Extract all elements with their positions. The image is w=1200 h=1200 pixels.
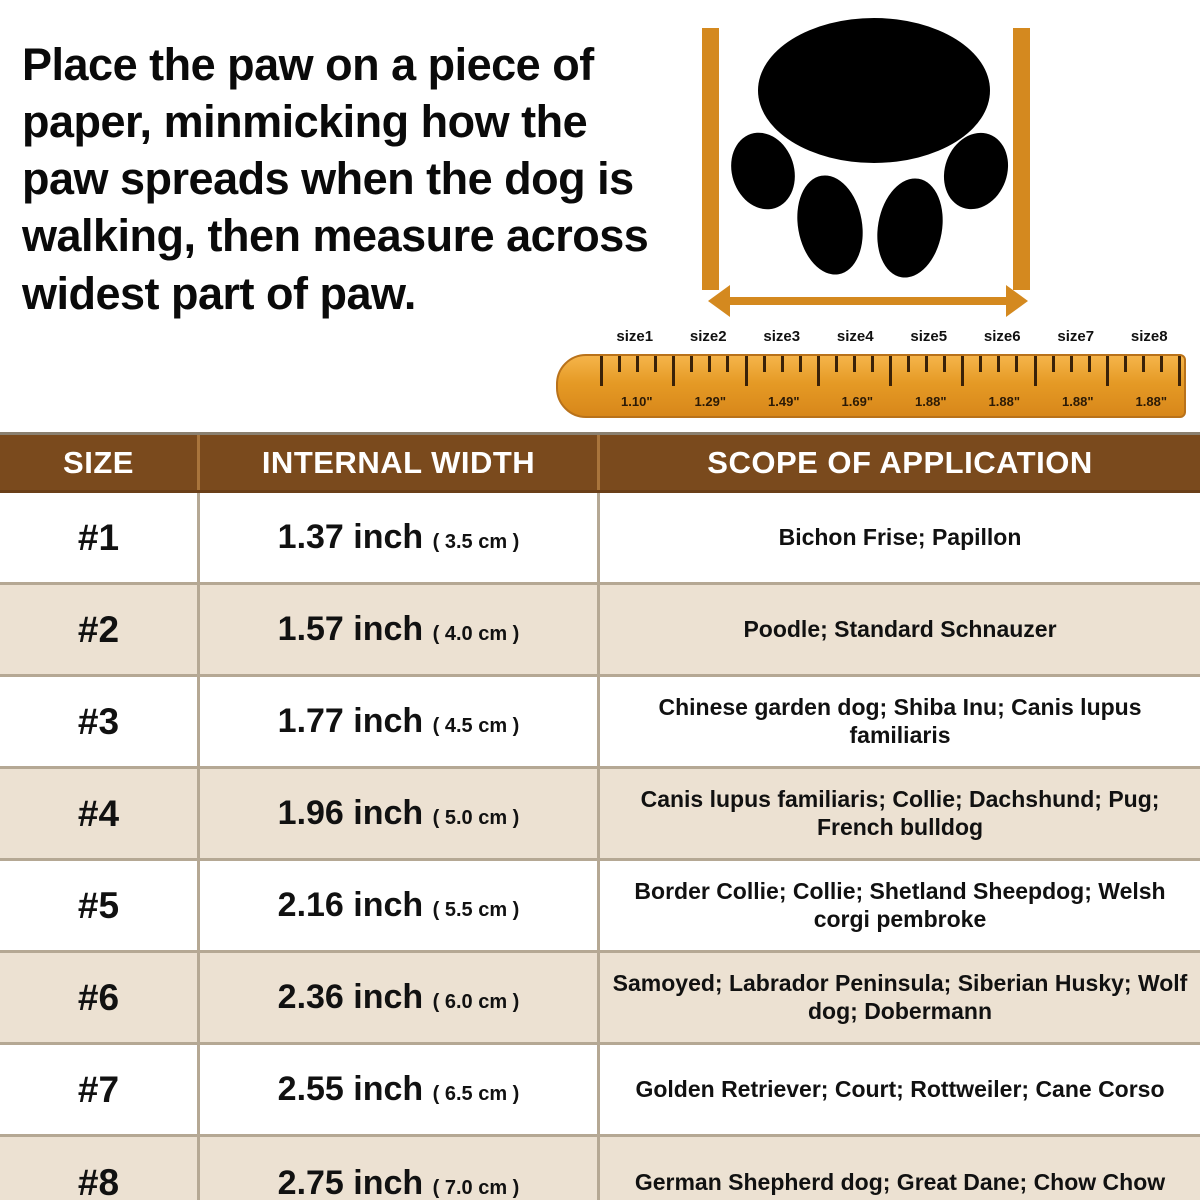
- cell-internal-width: [200, 1045, 600, 1134]
- ruler-ticks: [600, 356, 1178, 392]
- cell-size: [0, 585, 200, 674]
- width-value-cm: ( 4.0 cm ): [432, 623, 520, 645]
- ruler-tick-minor: [871, 356, 874, 372]
- column-header-internal-width: INTERNAL WIDTH: [200, 435, 600, 490]
- cell-internal-width: [200, 585, 600, 674]
- ruler-inch-label: 1.69": [841, 394, 873, 409]
- ruler-tick-minor: [1124, 356, 1127, 372]
- width-value: 1.57 inch ( 4.0 cm ): [277, 610, 520, 648]
- table-row: [0, 677, 1200, 769]
- ruler-size-labels: [598, 328, 1186, 350]
- ruler-size-label: size3: [763, 328, 801, 345]
- width-value: 1.96 inch ( 5.0 cm ): [277, 794, 520, 832]
- ruler-tick-minor: [925, 356, 928, 372]
- cell-scope-of-application: [600, 1137, 1200, 1200]
- paw-toe-2-icon: [790, 170, 870, 280]
- ruler-tick-minor: [708, 356, 711, 372]
- cell-internal-width: [200, 493, 600, 582]
- table-row: [0, 493, 1200, 585]
- table-header-row: [0, 435, 1200, 493]
- size-value: #7: [77, 1068, 120, 1110]
- ruler-tick-major: [817, 356, 820, 386]
- width-value: 2.55 inch ( 6.5 cm ): [277, 1070, 520, 1108]
- ruler-tick-minor: [1160, 356, 1163, 372]
- cell-internal-width: [200, 953, 600, 1042]
- cell-size: [0, 861, 200, 950]
- column-header-scope-of-application: SCOPE OF APPLICATION: [707, 444, 1093, 480]
- ruler-tick-minor: [636, 356, 639, 372]
- paw-illustration: [690, 10, 1050, 320]
- ruler-tick-major: [1106, 356, 1109, 386]
- cell-internal-width: [200, 861, 600, 950]
- ruler-size-label: size2: [689, 328, 727, 345]
- paw-main-pad-icon: [758, 18, 990, 163]
- width-value: 1.77 inch ( 4.5 cm ): [277, 702, 520, 740]
- ruler-inch-label: 1.29": [694, 394, 726, 409]
- ruler-inch-label: 1.49": [768, 394, 800, 409]
- width-value-cm: ( 7.0 cm ): [432, 1176, 520, 1199]
- cell-scope-of-application: [600, 585, 1200, 674]
- size-value: #3: [77, 700, 120, 742]
- ruler-inch-labels: [600, 394, 1186, 416]
- measure-bar-right: [1013, 28, 1030, 290]
- ruler-tick-minor: [690, 356, 693, 372]
- ruler-tick-minor: [853, 356, 856, 372]
- paw-toe-3-icon: [870, 173, 950, 283]
- ruler-tick-minor: [997, 356, 1000, 372]
- width-value-cm: ( 5.5 cm ): [432, 899, 520, 921]
- width-value-cm: ( 3.5 cm ): [432, 531, 520, 553]
- cell-internal-width: [200, 769, 600, 858]
- ruler-size-label: size1: [616, 328, 654, 345]
- width-value: 2.75 inch ( 7.0 cm ): [277, 1163, 520, 1200]
- table-row: [0, 585, 1200, 677]
- ruler-tick-minor: [618, 356, 621, 372]
- cell-size: [0, 769, 200, 858]
- cell-scope-of-application: [600, 493, 1200, 582]
- ruler-tick-minor: [1088, 356, 1091, 372]
- cell-size: [0, 493, 200, 582]
- arrow-right-icon: [1006, 285, 1028, 317]
- table-row: [0, 1045, 1200, 1137]
- width-arrow-line: [720, 297, 1015, 305]
- width-value: 1.37 inch ( 3.5 cm ): [277, 518, 520, 556]
- width-value: 2.16 inch ( 5.5 cm ): [277, 886, 520, 924]
- size-value: #4: [77, 792, 120, 834]
- ruler-tick-minor: [654, 356, 657, 372]
- ruler-tick-minor: [835, 356, 838, 372]
- scope-value: Canis lupus familiaris; Collie; Dachshund; Pug; French bulldog: [640, 785, 1160, 840]
- width-value-cm: ( 4.5 cm ): [432, 715, 520, 737]
- ruler-tick-minor: [799, 356, 802, 372]
- table-row: [0, 769, 1200, 861]
- size-value: #5: [77, 884, 120, 926]
- cell-internal-width: [200, 677, 600, 766]
- cell-size: [0, 1137, 200, 1200]
- ruler-tick-minor: [763, 356, 766, 372]
- measuring-instruction-text: Place the paw on a piece of paper, minmicking how the paw spreads when the dog is walking, then measure across widest part of paw.: [22, 39, 649, 319]
- ruler-tick-major: [1034, 356, 1037, 386]
- ruler-tick-minor: [781, 356, 784, 372]
- ruler-inch-label: 1.88": [988, 394, 1020, 409]
- ruler-tick-major: [889, 356, 892, 386]
- table-row: [0, 1137, 1200, 1200]
- cell-scope-of-application: [600, 677, 1200, 766]
- cell-size: [0, 677, 200, 766]
- scope-value: Golden Retriever; Court; Rottweiler; Cane Corso: [635, 1075, 1165, 1102]
- scope-value: Poodle; Standard Schnauzer: [743, 615, 1057, 642]
- table-row: [0, 953, 1200, 1045]
- size-value: #1: [77, 516, 120, 558]
- cell-scope-of-application: [600, 1045, 1200, 1134]
- measure-bar-left: [702, 28, 719, 290]
- ruler-inch-label: 1.88": [1062, 394, 1094, 409]
- ruler-tick-major: [961, 356, 964, 386]
- scope-value: Chinese garden dog; Shiba Inu; Canis lupus familiaris: [658, 693, 1142, 748]
- table-body: [0, 493, 1200, 1200]
- ruler-tick-major: [600, 356, 603, 386]
- cell-size: [0, 953, 200, 1042]
- ruler-tick-minor: [1052, 356, 1055, 372]
- cell-scope-of-application: [600, 861, 1200, 950]
- cell-size: [0, 1045, 200, 1134]
- ruler-inch-label: 1.88": [915, 394, 947, 409]
- scope-value: Samoyed; Labrador Peninsula; Siberian Husky; Wolf dog; Dobermann: [612, 969, 1188, 1024]
- width-value: 2.36 inch ( 6.0 cm ): [277, 978, 520, 1016]
- ruler-tick-minor: [1070, 356, 1073, 372]
- ruler-tick-minor: [726, 356, 729, 372]
- size-table: [0, 432, 1200, 1200]
- ruler-size-label: size5: [910, 328, 948, 345]
- ruler-size-label: size8: [1130, 328, 1168, 345]
- cell-internal-width: [200, 1137, 600, 1200]
- size-value: #6: [77, 976, 120, 1018]
- scope-value: Bichon Frise; Papillon: [778, 523, 1022, 550]
- ruler-tick-major: [1178, 356, 1181, 386]
- ruler-tick-major: [672, 356, 675, 386]
- ruler-tick-major: [745, 356, 748, 386]
- cell-scope-of-application: [600, 769, 1200, 858]
- ruler-tick-minor: [907, 356, 910, 372]
- ruler-body: [556, 354, 1186, 418]
- table-row: [0, 861, 1200, 953]
- ruler-size-label: size7: [1057, 328, 1095, 345]
- width-value-cm: ( 6.0 cm ): [432, 991, 520, 1013]
- scope-value: Border Collie; Collie; Shetland Sheepdog; Welsh corgi pembroke: [634, 877, 1166, 932]
- column-header-size: SIZE: [0, 435, 200, 490]
- ruler-tick-minor: [979, 356, 982, 372]
- ruler-inch-label: 1.88": [1135, 394, 1167, 409]
- size-value: #2: [77, 608, 120, 650]
- size-value: #8: [77, 1162, 120, 1200]
- width-value-cm: ( 6.5 cm ): [432, 1083, 520, 1105]
- ruler-tick-minor: [1142, 356, 1145, 372]
- ruler-tick-minor: [1015, 356, 1018, 372]
- cell-scope-of-application: [600, 953, 1200, 1042]
- ruler-inch-label: 1.10": [621, 394, 653, 409]
- width-value-cm: ( 5.0 cm ): [432, 807, 520, 829]
- ruler-tick-minor: [943, 356, 946, 372]
- arrow-left-icon: [708, 285, 730, 317]
- ruler-size-label: size6: [983, 328, 1021, 345]
- top-illustration-section: [0, 0, 1200, 430]
- scope-value: German Shepherd dog; Great Dane; Chow Chow: [634, 1169, 1166, 1196]
- ruler-size-label: size4: [836, 328, 874, 345]
- ruler-illustration: [556, 328, 1186, 420]
